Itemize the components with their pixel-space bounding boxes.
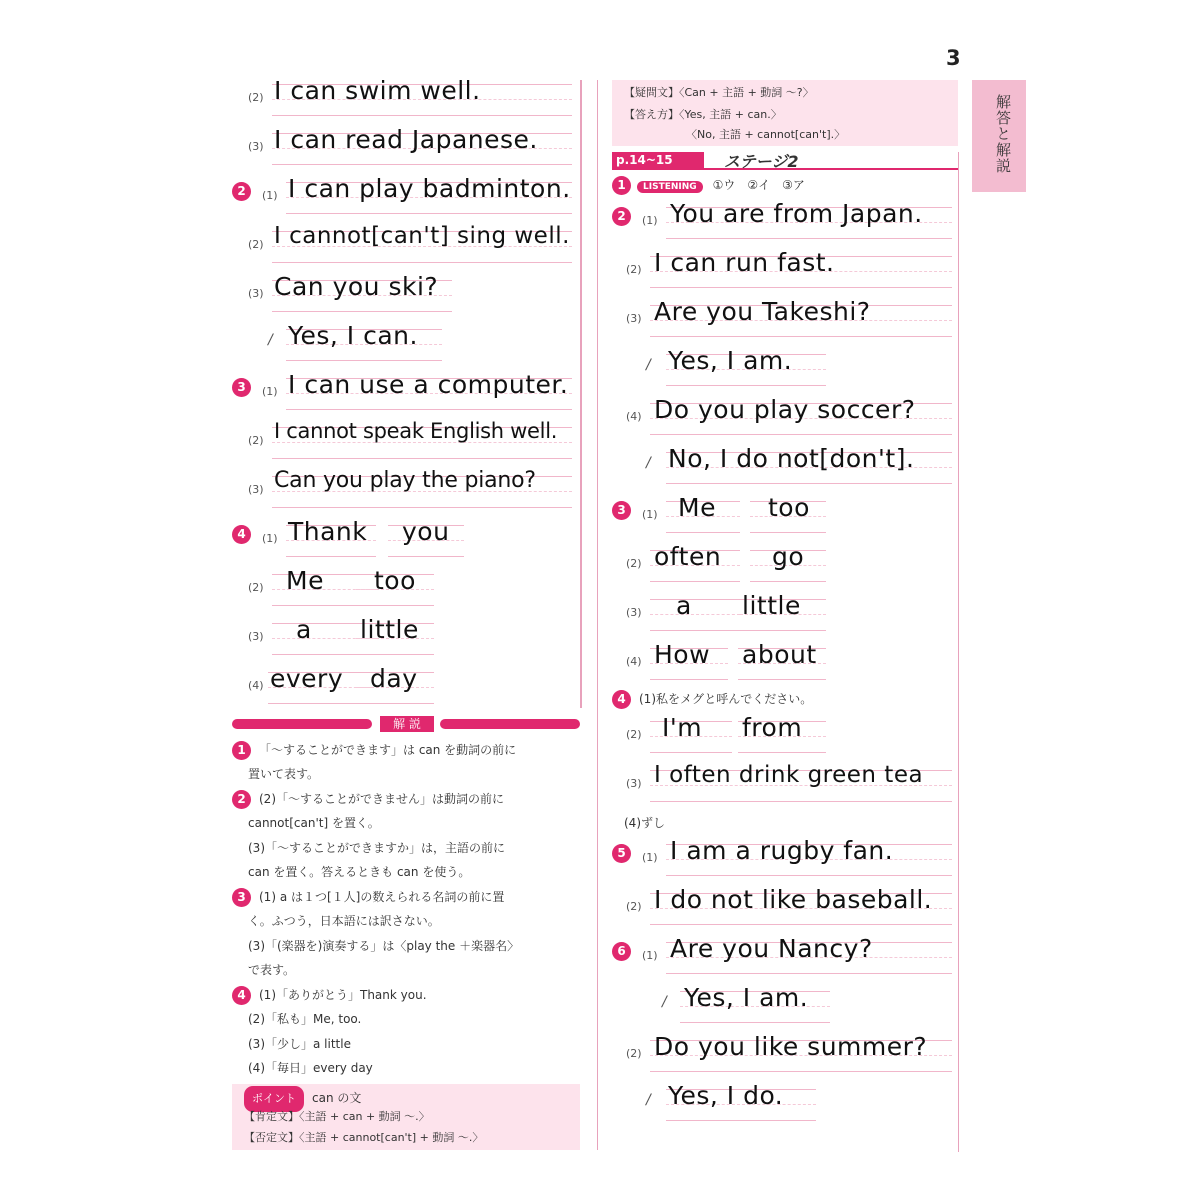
item-number: (2)	[248, 434, 264, 447]
explanation-line: 置いて表す。	[248, 767, 320, 781]
item-number: (1)	[642, 851, 658, 864]
reference-line: 〈No, 主語 + cannot[can't].〉	[686, 128, 846, 141]
answer-row	[612, 442, 957, 490]
writing-lines	[650, 599, 740, 631]
answer-word: every	[270, 664, 344, 693]
question-prompt: (4)ずし	[624, 816, 665, 830]
answer-separator: /	[646, 357, 651, 373]
answer-row	[612, 1079, 957, 1127]
answer-word: a	[296, 615, 312, 644]
answer-row	[232, 564, 577, 612]
item-number: (4)	[248, 679, 264, 692]
answer-row	[612, 1030, 957, 1078]
page-number: 3	[946, 46, 961, 70]
answer-row	[232, 221, 577, 269]
answer-row	[612, 295, 957, 343]
answer-word: go	[772, 542, 805, 571]
question-number-badge: 1	[232, 741, 251, 760]
right-column-border	[958, 152, 959, 1152]
answer-row	[612, 491, 957, 539]
question-number-badge: 3	[232, 888, 251, 907]
answer-text: Yes, I can.	[288, 321, 418, 350]
item-number: (2)	[626, 1047, 642, 1060]
answer-text: I can run fast.	[654, 248, 835, 277]
answer-row	[232, 466, 577, 514]
answer-text: I can play badminton.	[288, 174, 571, 203]
stage-name: ステージ2	[724, 152, 799, 171]
explanation-line	[232, 787, 504, 811]
explanation-label: 解 説	[380, 716, 434, 732]
reference-box	[612, 80, 958, 146]
item-number: (1)	[642, 508, 658, 521]
point-line: 【否定文】〈主語 + cannot[can't] + 動詞 ～.〉	[244, 1131, 484, 1144]
answer-row	[232, 613, 577, 661]
explanation-line: (3)「～することができますか」は，主語の前に	[248, 841, 505, 855]
header-bar-right	[440, 719, 580, 729]
answer-row	[232, 172, 577, 220]
question-number-badge: 3	[612, 501, 631, 520]
item-number: (3)	[626, 312, 642, 325]
answer-row	[232, 515, 577, 563]
item-number: (2)	[626, 263, 642, 276]
answer-row	[612, 246, 957, 294]
answer-row	[612, 834, 957, 882]
explanation-line	[232, 885, 504, 909]
answer-text: Can you ski?	[274, 272, 439, 301]
question-prompt	[612, 690, 812, 709]
explanation-line: cannot[can't] を置く。	[248, 816, 380, 830]
question-number-badge: 2	[612, 207, 631, 226]
answer-text: I cannot[can't] sing well.	[274, 223, 570, 249]
answer-text: No, I do not[don't].	[668, 444, 915, 473]
point-title: can の文	[312, 1091, 362, 1105]
answer-row	[612, 760, 957, 808]
answer-text: I cannot speak English well.	[274, 419, 558, 443]
answer-text: Yes, I do.	[668, 1081, 784, 1110]
item-number: (4)	[626, 410, 642, 423]
explanation-line: (4)「毎日」every day	[248, 1061, 373, 1075]
explanation-text: (1)「ありがとう」Thank you.	[259, 988, 427, 1002]
answer-row	[612, 638, 957, 686]
question-number-badge: 2	[232, 182, 251, 201]
item-number: (3)	[626, 606, 642, 619]
answer-text: Are you Nancy?	[670, 934, 873, 963]
answer-text: I am a rugby fan.	[670, 836, 894, 865]
side-tab	[972, 80, 1026, 192]
answer-separator: /	[646, 455, 651, 471]
item-number: (2)	[626, 557, 642, 570]
item-number: (3)	[248, 630, 264, 643]
answer-word: too	[768, 493, 810, 522]
explanation-line: で表す。	[248, 963, 296, 977]
item-number: (1)	[262, 189, 278, 202]
explanation-line	[232, 983, 427, 1007]
item-number: (3)	[248, 483, 264, 496]
explanation-line	[232, 738, 516, 762]
item-number: (2)	[626, 728, 642, 741]
answer-text: I can read Japanese.	[274, 125, 538, 154]
answer-word: a	[676, 591, 692, 620]
answer-row	[232, 417, 577, 465]
item-number: (2)	[248, 581, 264, 594]
explanation-header	[232, 717, 580, 731]
stage-page-range: p.14~15	[612, 152, 704, 168]
answer-text: I can use a computer.	[288, 370, 569, 399]
item-number: (2)	[626, 900, 642, 913]
listening-badge: LISTENING	[637, 181, 703, 193]
answer-word: Me	[678, 493, 716, 522]
question-number-badge: 2	[232, 790, 251, 809]
answer-text: Do you play soccer?	[654, 395, 916, 424]
answer-word: too	[374, 566, 416, 595]
answer-text: I often drink green tea	[654, 762, 924, 788]
question-number-badge: 4	[232, 525, 251, 544]
item-number: (1)	[642, 214, 658, 227]
reference-line: 【答え方】〈Yes, 主語 + can.〉	[624, 108, 782, 121]
item-number: (2)	[248, 238, 264, 251]
answer-word: day	[370, 664, 418, 693]
explanation-line: (2)「私も」Me, too.	[248, 1012, 362, 1026]
answer-row	[612, 393, 957, 441]
item-number: (4)	[626, 655, 642, 668]
answer-row	[232, 319, 577, 367]
answer-row	[232, 662, 577, 710]
answer-row	[232, 368, 577, 416]
answer-row	[612, 883, 957, 931]
answer-row	[612, 711, 957, 759]
answer-row	[612, 981, 957, 1029]
item-number: (1)	[262, 532, 278, 545]
answer-separator: /	[662, 994, 667, 1010]
explanation-line: can を置く。答えるときも can を使う。	[248, 865, 471, 879]
answer-text: Can you play the piano?	[274, 468, 536, 493]
answer-word: little	[742, 591, 801, 620]
question-number-badge: 6	[612, 942, 631, 961]
answer-row	[232, 74, 577, 122]
question-number-badge: 1	[612, 176, 631, 195]
listening-answers: ①ウ ②イ ③ア	[712, 178, 805, 192]
reference-line: 【疑問文】〈Can + 主語 + 動詞 ～?〉	[624, 86, 814, 99]
answer-text: Are you Takeshi?	[654, 297, 871, 326]
answer-row	[232, 123, 577, 171]
answer-text: Yes, I am.	[684, 983, 809, 1012]
explanation-text: (1) a は１つ[１人]の数えられる名詞の前に置	[259, 890, 505, 904]
point-box	[232, 1084, 580, 1150]
item-number: (3)	[626, 777, 642, 790]
explanation-line: (3)「(楽器を)演奏する」は〈play the ＋楽器名〉	[248, 939, 520, 953]
answer-row	[612, 589, 957, 637]
answer-word: about	[742, 640, 817, 669]
answer-text: Do you like summer?	[654, 1032, 928, 1061]
answer-row	[232, 270, 577, 318]
answer-separator: /	[646, 1092, 651, 1108]
answer-word: How	[654, 640, 711, 669]
side-tab-label: 解答と解説	[994, 94, 1012, 174]
question-number-badge: 4	[232, 986, 251, 1005]
answer-row	[612, 540, 957, 588]
answer-word: I'm	[662, 713, 703, 742]
center-divider	[597, 80, 598, 1150]
point-label: ポイント	[244, 1086, 304, 1112]
item-number: (3)	[248, 287, 264, 300]
item-number: (1)	[642, 949, 658, 962]
answer-word: you	[402, 517, 450, 546]
explanation-line: く。ふつう，日本語には訳さない。	[248, 914, 440, 928]
explanation-text: 「～することができます」は can を動詞の前に	[259, 743, 517, 757]
answer-text: Yes, I am.	[668, 346, 793, 375]
answer-word: little	[360, 615, 419, 644]
answer-word: from	[742, 713, 803, 742]
answer-text: You are from Japan.	[670, 199, 923, 228]
question-number-badge: 4	[612, 690, 631, 709]
answer-row	[612, 197, 957, 245]
answer-word: Thank	[288, 517, 368, 546]
stage-header	[612, 152, 958, 170]
answer-word: Me	[286, 566, 324, 595]
header-bar-left	[232, 719, 372, 729]
item-number: (1)	[262, 385, 278, 398]
answer-separator: /	[268, 332, 273, 348]
explanation-text: (2)「～することができません」は動詞の前に	[259, 792, 504, 806]
listening-row	[612, 176, 805, 195]
answer-row	[612, 344, 957, 392]
answer-text: I can swim well.	[274, 76, 481, 105]
question-number-badge: 3	[232, 378, 251, 397]
answer-word: often	[654, 542, 722, 571]
answer-text: I do not like baseball.	[654, 885, 933, 914]
item-number: (3)	[248, 140, 264, 153]
explanation-line: (3)「少し」a little	[248, 1037, 351, 1051]
prompt-text: (1)私をメグと呼んでください。	[639, 692, 813, 706]
answer-row	[612, 932, 957, 980]
item-number: (2)	[248, 91, 264, 104]
question-number-badge: 5	[612, 844, 631, 863]
point-line: 【肯定文】〈主語 + can + 動詞 ～.〉	[244, 1110, 430, 1123]
left-column-divider	[580, 80, 582, 708]
